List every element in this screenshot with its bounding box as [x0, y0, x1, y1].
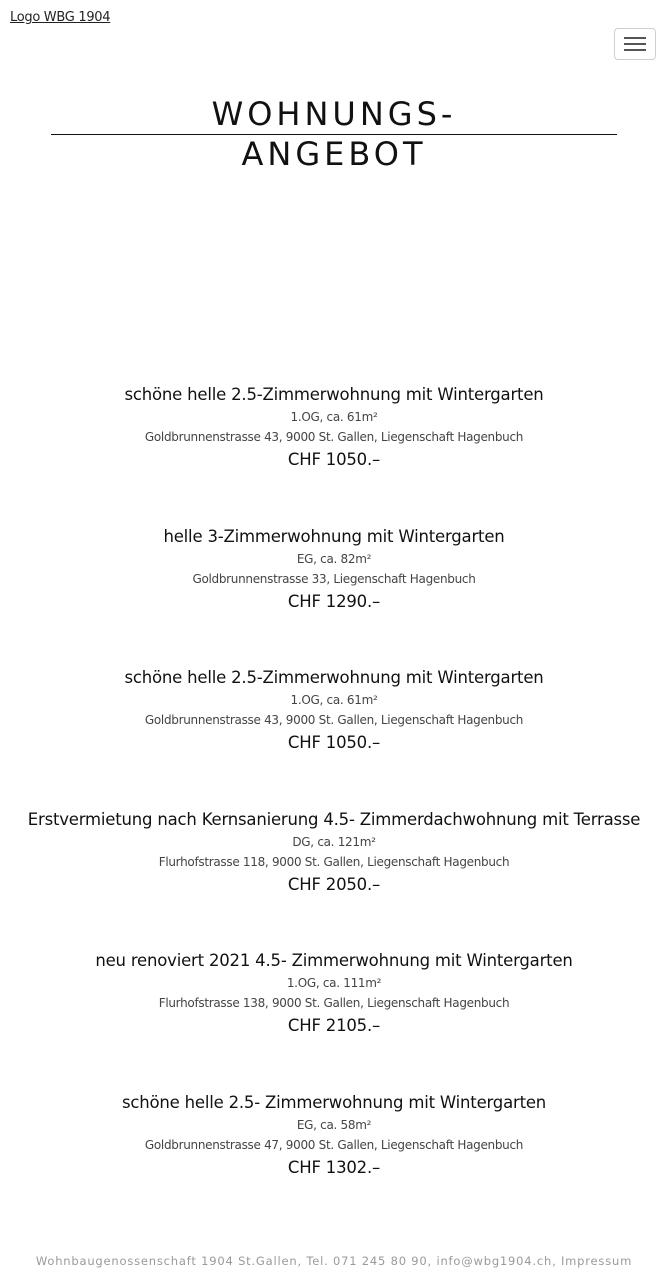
listing-title: schöne helle 2.5-Zimmerwohnung mit Wintergarten: [124, 668, 544, 687]
listing-item: [0, 808, 668, 950]
footer-impressum-link[interactable]: Impressum: [560, 1254, 633, 1268]
listing-price: CHF 1050.–: [287, 733, 381, 752]
footer: [0, 1254, 668, 1268]
listing-address: Flurhofstrasse 118, 9000 St. Gallen, Liegenschaft Hagenbuch: [158, 854, 510, 869]
hamburger-menu-icon: [624, 37, 646, 39]
listing-price: CHF 2050.–: [287, 874, 381, 894]
listing-title: helle 3-Zimmerwohnung mit Wintergarten: [163, 526, 505, 546]
listing-title: schöne helle 2.5-Zimmerwohnung mit Wintergarten: [124, 385, 544, 404]
listing-item: [0, 949, 668, 1091]
hamburger-menu-icon-bar: [624, 49, 646, 51]
menu-toggle-button[interactable]: [614, 28, 656, 60]
listing-price: CHF 1290.–: [287, 591, 381, 611]
listing-address: Goldbrunnenstrasse 33, Liegenschaft Hagenbuch: [192, 571, 476, 586]
listing-floor-area: 1.OG, ca. 61m²: [290, 693, 378, 707]
listing-floor-area: EG, ca. 58m²: [296, 1117, 372, 1132]
listing-price: CHF 2105.–: [287, 1016, 381, 1035]
listing-item: [0, 1091, 668, 1233]
listing-address: Goldbrunnenstrasse 43, 9000 St. Gallen, Liegenschaft Hagenbuch: [144, 713, 524, 727]
listing-title: neu renoviert 2021 4.5- Zimmerwohnung mit Wintergarten: [95, 951, 573, 970]
listing-item: [0, 666, 668, 808]
listing-address: Flurhofstrasse 138, 9000 St. Gallen, Liegenschaft Hagenbuch: [158, 996, 510, 1010]
listing-address: Goldbrunnenstrasse 43, 9000 St. Gallen, Liegenschaft Hagenbuch: [144, 430, 524, 444]
listing-item: [0, 383, 668, 525]
page-title-line-1: WOHNUNGS-: [211, 95, 457, 133]
footer-text: Wohnbaugenossenschaft 1904 St.Gallen, Tel. 071 245 80 90,: [35, 1254, 437, 1268]
title-divider: [51, 134, 617, 135]
footer-separator: ,: [552, 1254, 561, 1268]
listing-floor-area: 1.OG, ca. 111m²: [286, 976, 382, 990]
listing-item: [0, 525, 668, 667]
listing-floor-area: DG, ca. 121m²: [292, 834, 376, 849]
listing-floor-area: 1.OG, ca. 61m²: [290, 410, 378, 424]
listing-price: CHF 1302.–: [287, 1157, 381, 1177]
listing-title: Erstvermietung nach Kernsanierung 4.5- Zimmerdachwohnung mit Terrasse: [27, 809, 641, 829]
listing-address: Goldbrunnenstrasse 47, 9000 St. Gallen, Liegenschaft Hagenbuch: [144, 1137, 524, 1152]
page-title-line-2: ANGEBOT: [241, 135, 427, 173]
listing-price: CHF 1050.–: [287, 450, 381, 469]
listing-floor-area: EG, ca. 82m²: [296, 551, 372, 566]
logo-link[interactable]: Logo WBG 1904: [10, 10, 111, 25]
hamburger-menu-icon-bar: [624, 43, 646, 45]
listings-list: [0, 383, 668, 1232]
listing-title: schöne helle 2.5- Zimmerwohnung mit Wintergarten: [121, 1092, 547, 1112]
footer-email-link[interactable]: info@wbg1904.ch: [436, 1254, 553, 1268]
